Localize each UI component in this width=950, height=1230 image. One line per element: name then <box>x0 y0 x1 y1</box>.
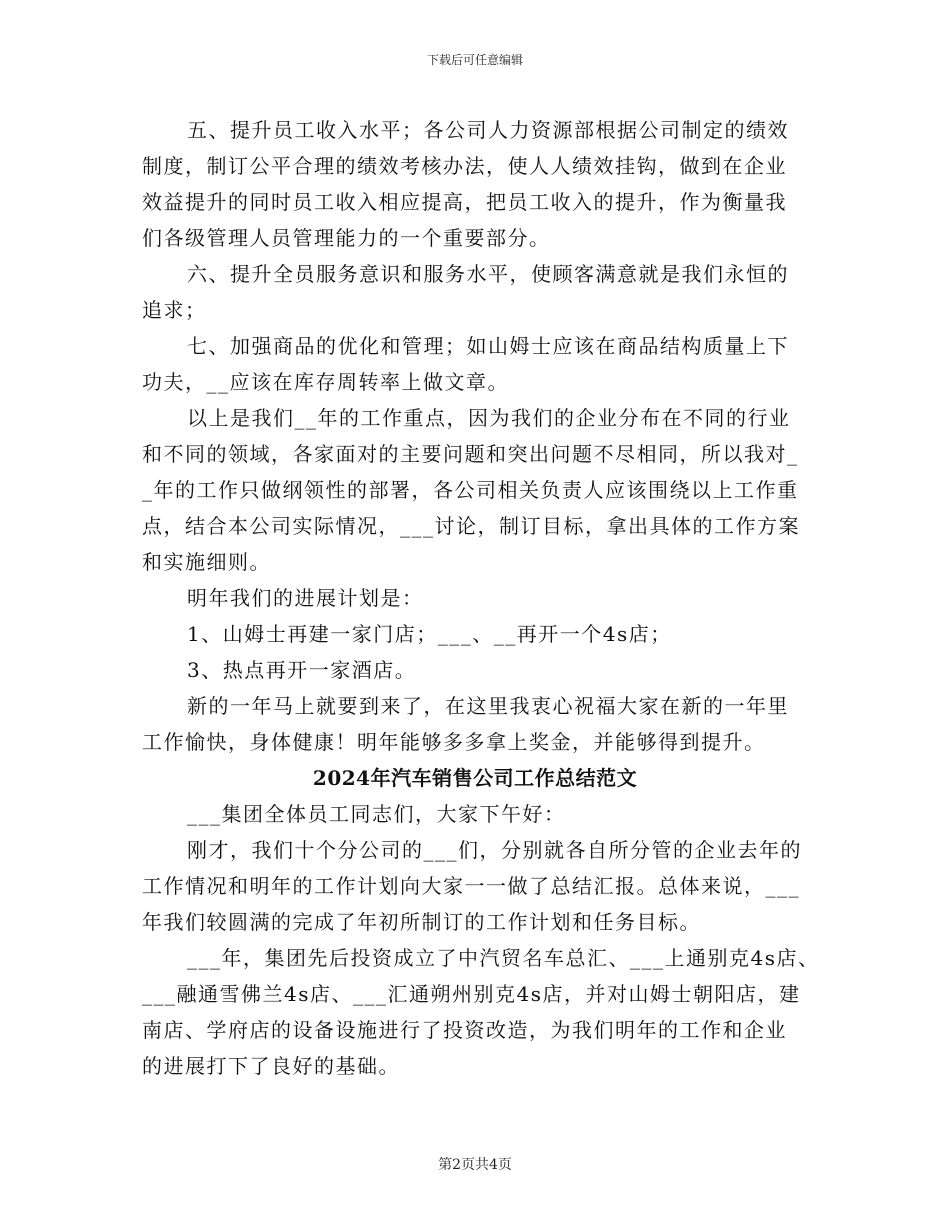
paragraph-line: 效益提升的同时员工收入相应提高，把员工收入的提升，作为衡量我 <box>142 190 787 214</box>
paragraph-line: 的进展打下了良好的基础。 <box>142 1054 400 1078</box>
document-body <box>142 112 820 1084</box>
paragraph-line: 工作情况和明年的工作计划向大家一一做了总结汇报。总体来说，___ <box>142 874 800 898</box>
list-item: 3、热点再开一家酒店。 <box>187 658 417 682</box>
paragraph-line: _年的工作只做纲领性的部署，各公司相关负责人应该围绕以上工作重 <box>142 478 799 502</box>
paragraph-line: 追求； <box>142 298 207 322</box>
paragraph-line: 五、提升员工收入水平；各公司人力资源部根据公司制定的绩效 <box>187 118 789 142</box>
paragraph-line: 制度，制订公平合理的绩效考核办法，使人人绩效挂钩，做到在企业 <box>142 154 787 178</box>
paragraph-line: 南店、学府店的设备设施进行了投资改造，为我们明年的工作和企业 <box>142 1018 787 1042</box>
paragraph-line: ___年，集团先后投资成立了中汽贸名车总汇、___上通别克4s店、 <box>187 946 820 970</box>
paragraph-line: 新的一年马上就要到来了，在这里我衷心祝福大家在新的一年里 <box>187 694 789 718</box>
paragraph-line: 和不同的领域，各家面对的主要问题和突出问题不尽相同，所以我对_ <box>142 442 799 466</box>
page-number: 第2页共4页 <box>438 1157 512 1173</box>
list-item: 1、山姆士再建一家门店；___、__再开一个4s店； <box>187 622 672 646</box>
paragraph-line: 们各级管理人员管理能力的一个重要部分。 <box>142 226 551 250</box>
paragraph-line: 七、加强商品的优化和管理；如山姆士应该在商品结构质量上下 <box>187 334 789 358</box>
paragraph-line: 六、提升全员服务意识和服务水平，使顾客满意就是我们永恒的 <box>187 262 789 286</box>
paragraph-line: 明年我们的进展计划是： <box>187 586 424 610</box>
paragraph-line: 年我们较圆满的完成了年初所制订的工作计划和任务目标。 <box>142 910 701 934</box>
paragraph-line: 点，结合本公司实际情况，___讨论，制订目标，拿出具体的工作方案 <box>142 514 800 538</box>
paragraph-line: ___集团全体员工同志们，大家下午好： <box>187 802 566 826</box>
paragraph-line: 刚才，我们十个分公司的___们，分别就各自所分管的企业去年的 <box>187 838 802 862</box>
paragraph-line: 功夫，__应该在库存周转率上做文章。 <box>142 370 509 394</box>
paragraph-line: ___融通雪佛兰4s店、___汇通朔州别克4s店，并对山姆士朝阳店，建 <box>142 982 801 1006</box>
paragraph-line: 和实施细则。 <box>142 550 271 574</box>
paragraph-line: 以上是我们__年的工作重点，因为我们的企业分布在不同的行业 <box>187 406 791 430</box>
page-header-note: 下载后可任意编辑 <box>426 53 523 67</box>
section-title: 2024年汽车销售公司工作总结范文 <box>312 766 638 790</box>
paragraph-line: 工作愉快，身体健康！明年能够多多拿上奖金，并能够得到提升。 <box>142 730 766 754</box>
